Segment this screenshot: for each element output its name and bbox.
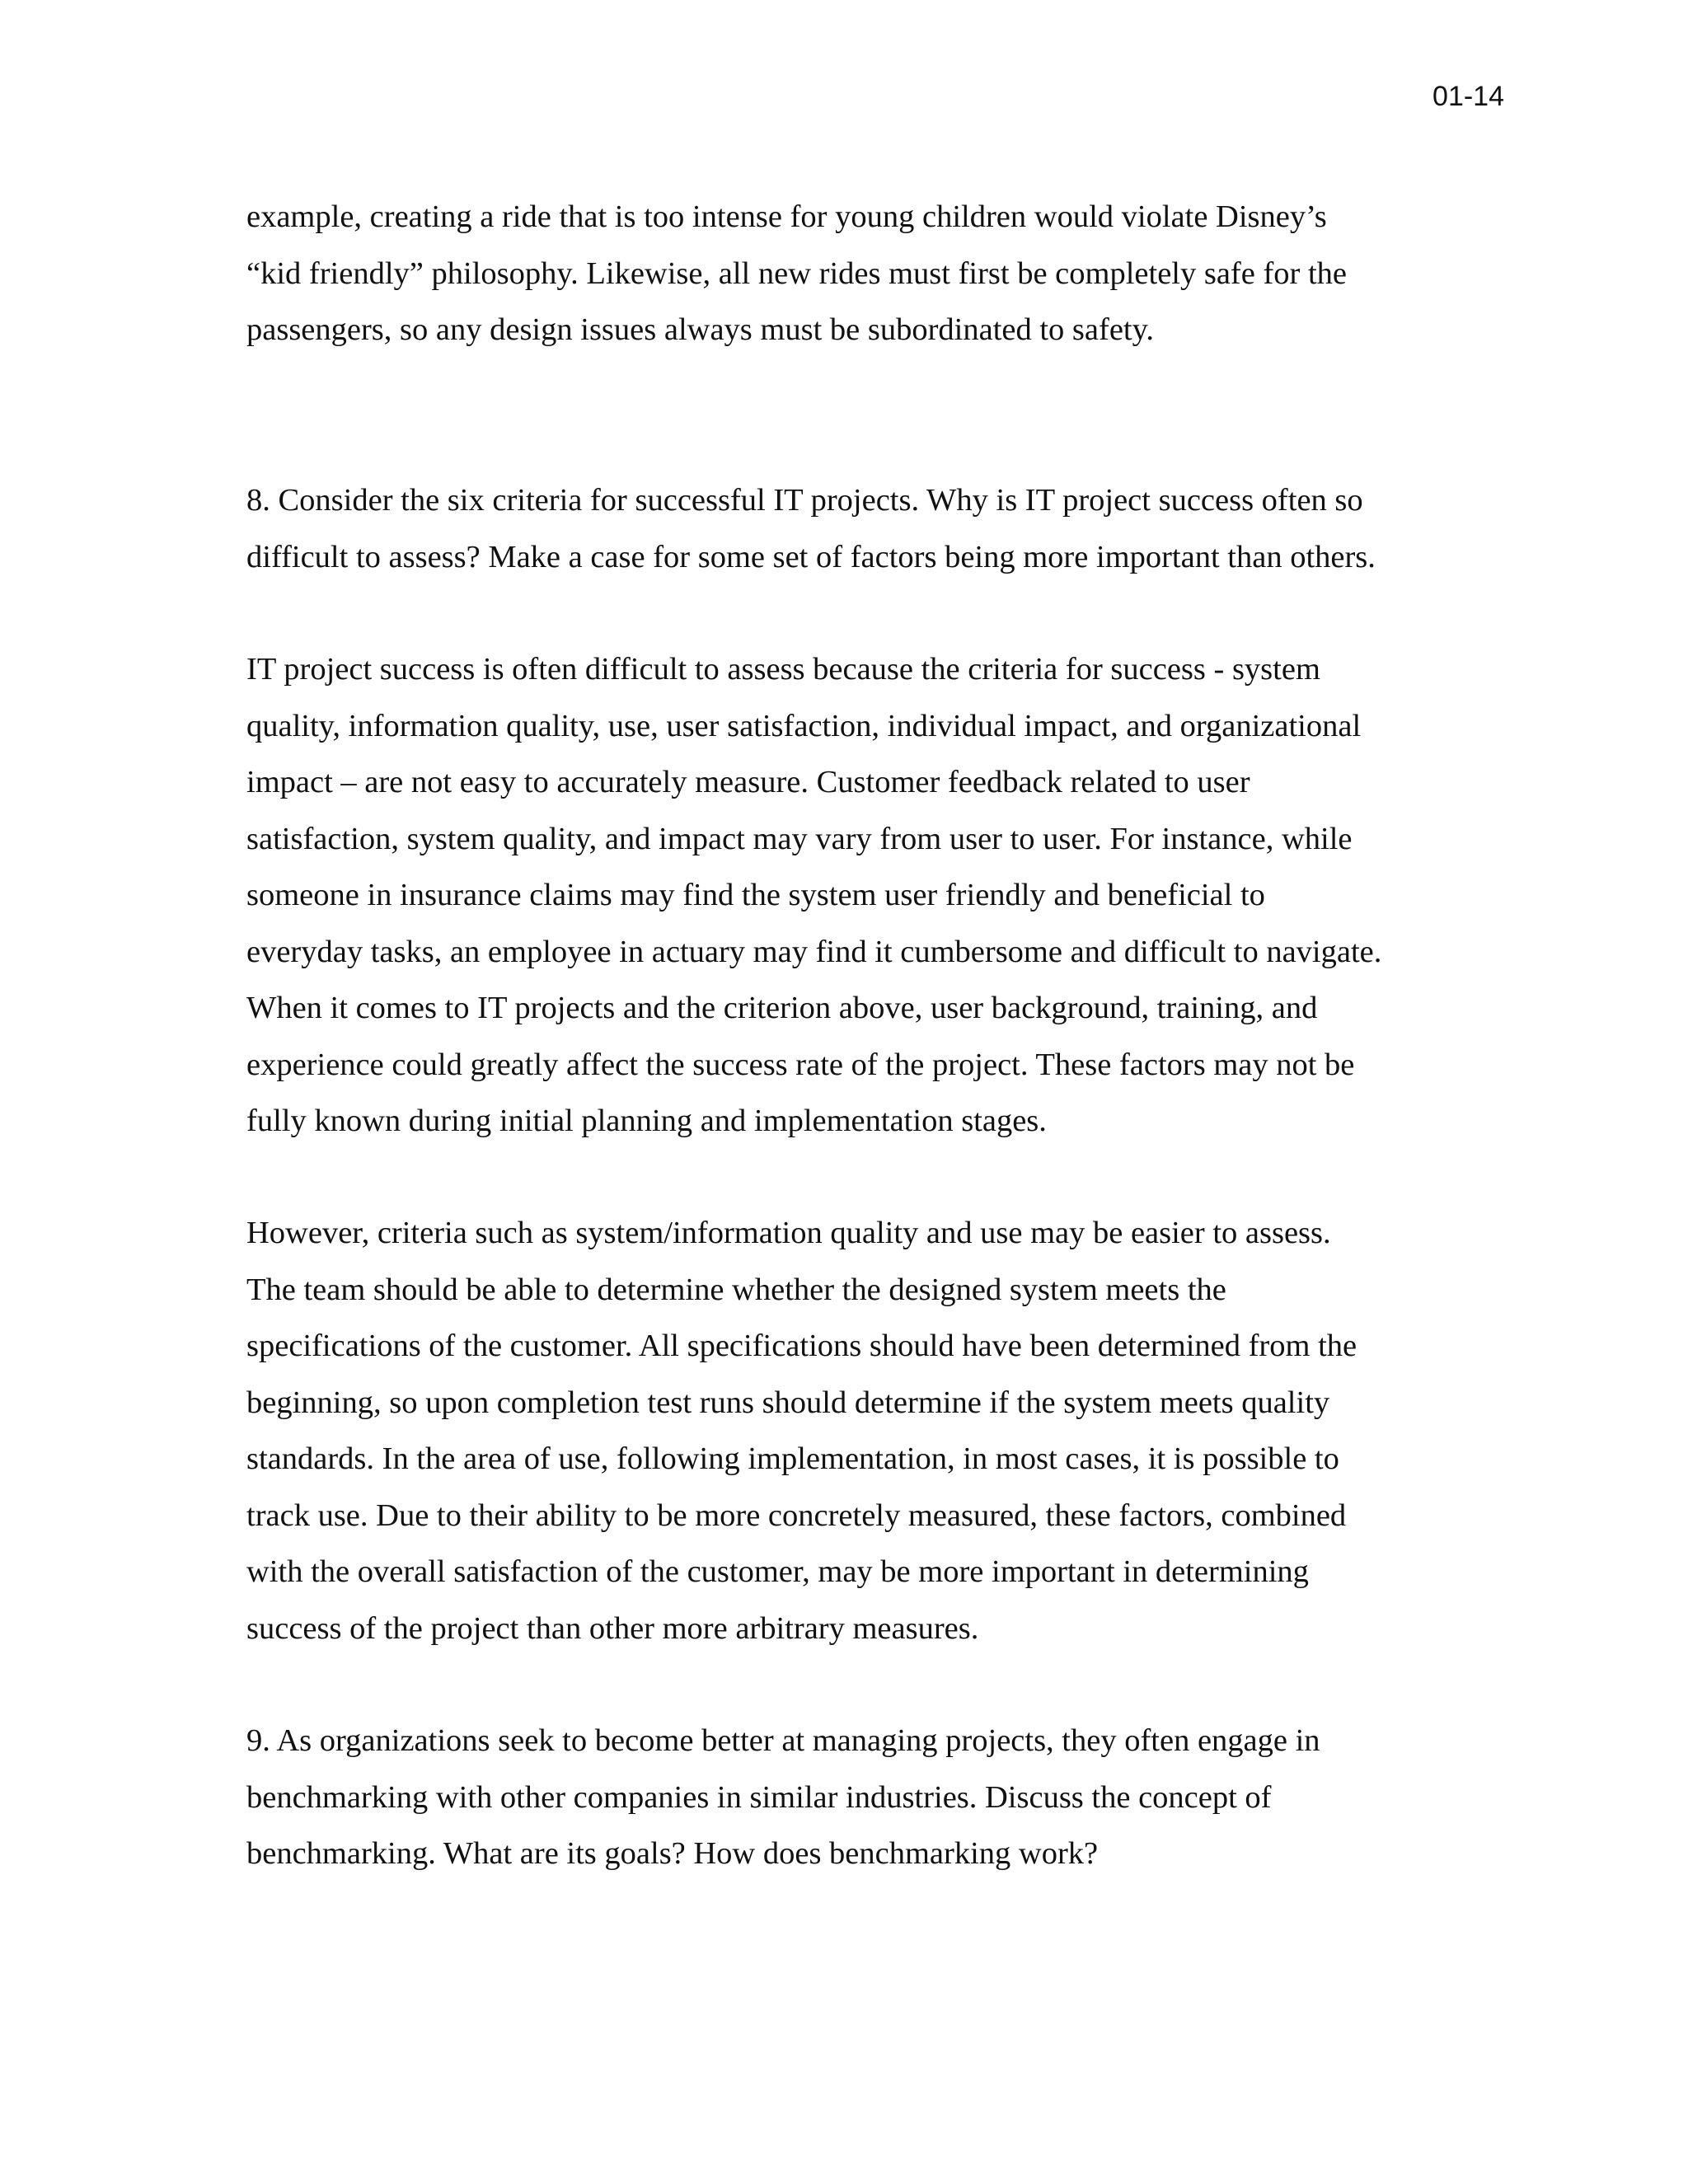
question-8-paragraph xyxy=(246,472,1450,585)
text-line: impact – are not easy to accurately measure. Customer feedback related to user xyxy=(246,765,1250,799)
text-line: with the overall satisfaction of the customer, may be more important in determining xyxy=(246,1554,1309,1589)
text-line: 9. As organizations seek to become better at managing projects, they often engage in xyxy=(246,1723,1320,1758)
text-line: difficult to assess? Make a case for some set of factors being more important than others. xyxy=(246,539,1376,574)
text-line: example, creating a ride that is too intense for young children would violate Disney’s xyxy=(246,199,1327,234)
answer-8-paragraph-1 xyxy=(246,641,1450,1150)
text-line: beginning, so upon completion test runs should determine if the system meets quality xyxy=(246,1385,1330,1420)
text-line: quality, information quality, use, user satisfaction, individual impact, and organizational xyxy=(246,708,1362,743)
text-line: someone in insurance claims may find the system user friendly and beneficial to xyxy=(246,878,1265,912)
text-line: benchmarking with other companies in similar industries. Discuss the concept of xyxy=(246,1779,1272,1815)
text-line: specifications of the customer. All specifications should have been determined from the xyxy=(246,1329,1357,1363)
text-line: everyday tasks, an employee in actuary may find it cumbersome and difficult to navigate. xyxy=(246,934,1382,969)
text-line: track use. Due to their ability to be more concretely measured, these factors, combined xyxy=(246,1497,1347,1533)
text-line: IT project success is often difficult to assess because the criteria for success - system xyxy=(246,652,1320,687)
text-line: experience could greatly affect the success rate of the project. These factors may not be xyxy=(246,1047,1355,1082)
text-line: passengers, so any design issues always must be subordinated to safety. xyxy=(246,312,1154,347)
intro-continuation-paragraph xyxy=(246,189,1450,359)
answer-8-paragraph-2 xyxy=(246,1205,1450,1657)
question-9-paragraph xyxy=(246,1713,1450,1882)
text-line: However, criteria such as system/information quality and use may be easier to assess. xyxy=(246,1216,1331,1250)
text-line: benchmarking. What are its goals? How does benchmarking work? xyxy=(246,1836,1099,1871)
text-line: “kid friendly” philosophy. Likewise, all new rides must first be completely safe for the xyxy=(246,255,1348,291)
text-line: The team should be able to determine whether the designed system meets the xyxy=(246,1272,1226,1307)
text-line: 8. Consider the six criteria for successful IT projects. Why is IT project success often so xyxy=(246,483,1363,518)
page-number: 01-14 xyxy=(1432,81,1504,112)
text-line: fully known during initial planning and implementation stages. xyxy=(246,1104,1047,1138)
text-line: standards. In the area of use, following implementation, in most cases, it is possible to xyxy=(246,1441,1339,1476)
text-line: success of the project than other more arbitrary measures. xyxy=(246,1610,979,1646)
text-line: satisfaction, system quality, and impact may vary from user to user. For instance, while xyxy=(246,821,1353,856)
text-line: When it comes to IT projects and the criterion above, user background, training, and xyxy=(246,991,1318,1025)
